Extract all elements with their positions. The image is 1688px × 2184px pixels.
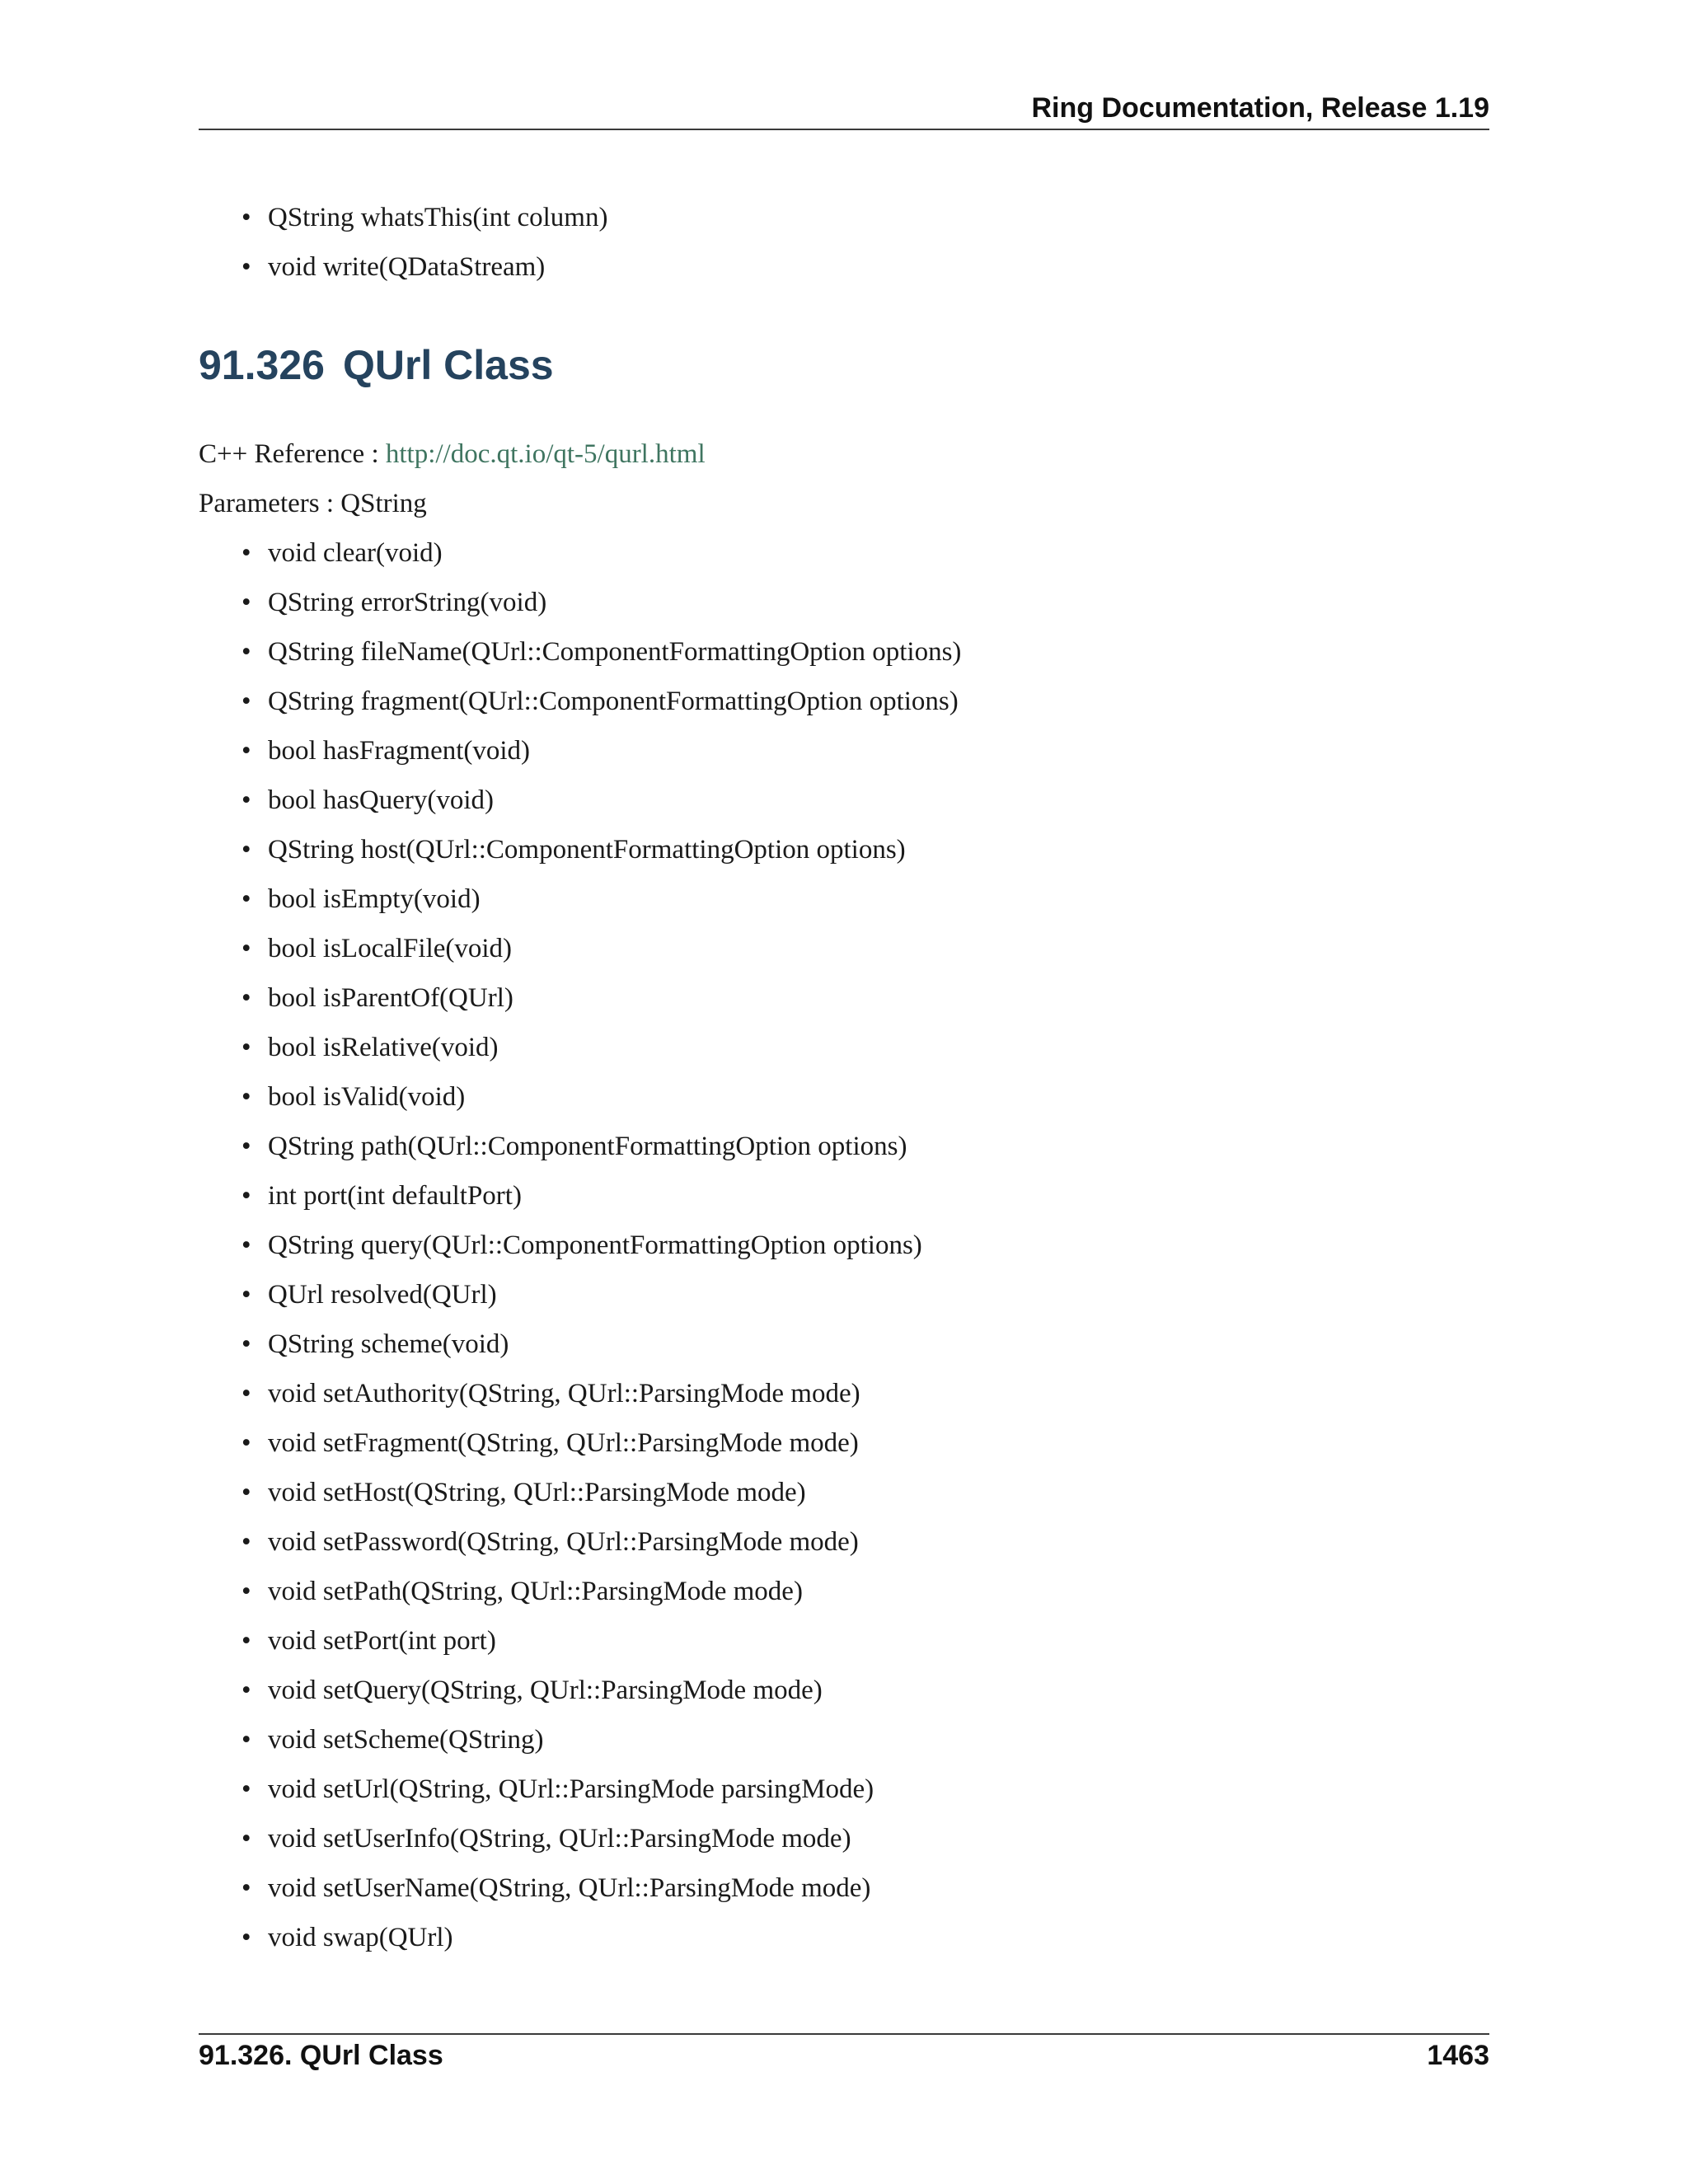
- bullet-icon: •: [241, 252, 251, 282]
- list-item: [241, 726, 961, 776]
- reference-label: C++ Reference :: [199, 439, 386, 469]
- footer-section-label: 91.326. QUrl Class: [199, 2040, 443, 2071]
- previous-class-method-list: [241, 193, 607, 292]
- method-signature: bool hasQuery(void): [268, 785, 495, 815]
- section-heading: [199, 341, 554, 389]
- bullet-icon: •: [241, 1725, 251, 1755]
- list-item: [241, 242, 607, 292]
- list-item: [241, 924, 961, 973]
- bullet-icon: •: [241, 538, 251, 568]
- document-title: Ring Documentation, Release 1.19: [1031, 92, 1489, 124]
- method-signature: bool isEmpty(void): [268, 884, 481, 914]
- bullet-icon: •: [241, 1033, 251, 1062]
- method-signature: void setQuery(QString, QUrl::ParsingMode mode): [268, 1675, 823, 1705]
- method-signature: void setUrl(QString, QUrl::ParsingMode parsingMode): [268, 1774, 874, 1804]
- bullet-icon: •: [241, 203, 251, 232]
- method-signature: void setFragment(QString, QUrl::ParsingMode mode): [268, 1428, 859, 1458]
- list-item: [241, 1122, 961, 1171]
- parameters-line: Parameters : QString: [199, 489, 427, 518]
- method-signature: QString query(QUrl::ComponentFormattingOption options): [268, 1230, 922, 1260]
- method-signature: void setScheme(QString): [268, 1725, 544, 1755]
- method-signature: void setPath(QString, QUrl::ParsingMode mode): [268, 1577, 803, 1606]
- list-item: [241, 1715, 961, 1765]
- bullet-icon: •: [241, 1379, 251, 1408]
- list-item: [241, 1171, 961, 1221]
- method-signature: bool isValid(void): [268, 1082, 466, 1112]
- bullet-icon: •: [241, 1824, 251, 1854]
- method-signature: void setAuthority(QString, QUrl::ParsingMode mode): [268, 1379, 860, 1408]
- bullet-icon: •: [241, 1478, 251, 1507]
- bullet-icon: •: [241, 687, 251, 716]
- bullet-icon: •: [241, 1774, 251, 1804]
- bullet-icon: •: [241, 1329, 251, 1359]
- running-footer: [199, 2033, 1489, 2084]
- method-signature: bool isParentOf(QUrl): [268, 983, 513, 1013]
- bullet-icon: •: [241, 785, 251, 815]
- list-item: [241, 1468, 961, 1517]
- section-title: QUrl Class: [342, 342, 554, 388]
- list-item: [241, 1814, 961, 1863]
- method-signature: void setHost(QString, QUrl::ParsingMode mode): [268, 1478, 806, 1507]
- method-signature: bool isLocalFile(void): [268, 934, 513, 963]
- bullet-icon: •: [241, 934, 251, 963]
- list-item: [241, 874, 961, 924]
- list-item: [241, 627, 961, 677]
- method-signature: QString host(QUrl::ComponentFormattingOption options): [268, 835, 906, 865]
- list-item: [241, 578, 961, 627]
- bullet-icon: •: [241, 983, 251, 1013]
- bullet-icon: •: [241, 588, 251, 617]
- list-item: [241, 1072, 961, 1122]
- list-item: [241, 825, 961, 874]
- bullet-icon: •: [241, 1873, 251, 1903]
- method-signature: void swap(QUrl): [268, 1923, 453, 1952]
- method-signature: QString errorString(void): [268, 588, 547, 617]
- bullet-icon: •: [241, 1626, 251, 1656]
- list-item: [241, 1023, 961, 1072]
- bullet-icon: •: [241, 736, 251, 766]
- bullet-icon: •: [241, 1577, 251, 1606]
- method-signature: QString fileName(QUrl::ComponentFormattingOption options): [268, 637, 962, 667]
- bullet-icon: •: [241, 884, 251, 914]
- bullet-icon: •: [241, 1675, 251, 1705]
- list-item: [241, 528, 961, 578]
- section-number: 91.326: [199, 342, 325, 388]
- bullet-icon: •: [241, 1181, 251, 1211]
- list-item: [241, 1221, 961, 1270]
- list-item: [241, 1765, 961, 1814]
- bullet-icon: •: [241, 1428, 251, 1458]
- method-signature: void setPort(int port): [268, 1626, 496, 1656]
- list-item: [241, 973, 961, 1023]
- method-signature: QUrl resolved(QUrl): [268, 1280, 497, 1310]
- list-item: [241, 1319, 961, 1369]
- method-signature: bool hasFragment(void): [268, 736, 531, 766]
- reference-link[interactable]: http://doc.qt.io/qt-5/qurl.html: [385, 439, 706, 469]
- list-item: [241, 1863, 961, 1913]
- method-list: [241, 528, 961, 1962]
- list-item: [241, 1369, 961, 1418]
- method-signature: int port(int defaultPort): [268, 1181, 522, 1211]
- method-signature: void clear(void): [268, 538, 443, 568]
- bullet-icon: •: [241, 1923, 251, 1952]
- list-item: [241, 1666, 961, 1715]
- list-item: [241, 193, 607, 242]
- bullet-icon: •: [241, 1082, 251, 1112]
- list-item: [241, 1913, 961, 1962]
- running-header: [199, 91, 1489, 130]
- bullet-icon: •: [241, 1230, 251, 1260]
- method-signature: QString whatsThis(int column): [268, 203, 608, 232]
- method-signature: void setUserName(QString, QUrl::ParsingMode mode): [268, 1873, 871, 1903]
- bullet-icon: •: [241, 1280, 251, 1310]
- bullet-icon: •: [241, 835, 251, 865]
- list-item: [241, 776, 961, 825]
- list-item: [241, 1567, 961, 1616]
- list-item: [241, 677, 961, 726]
- method-signature: QString fragment(QUrl::ComponentFormattingOption options): [268, 687, 959, 716]
- bullet-icon: •: [241, 637, 251, 667]
- method-signature: void setPassword(QString, QUrl::ParsingMode mode): [268, 1527, 859, 1557]
- cpp-reference: [199, 429, 706, 479]
- method-signature: void setUserInfo(QString, QUrl::ParsingMode mode): [268, 1824, 851, 1854]
- method-signature: bool isRelative(void): [268, 1033, 499, 1062]
- list-item: [241, 1418, 961, 1468]
- page-number: 1463: [1427, 2040, 1489, 2071]
- list-item: [241, 1270, 961, 1319]
- list-item: [241, 1517, 961, 1567]
- bullet-icon: •: [241, 1527, 251, 1557]
- list-item: [241, 1616, 961, 1666]
- method-signature: QString path(QUrl::ComponentFormattingOption options): [268, 1132, 907, 1161]
- method-signature: QString scheme(void): [268, 1329, 509, 1359]
- bullet-icon: •: [241, 1132, 251, 1161]
- method-signature: void write(QDataStream): [268, 252, 546, 282]
